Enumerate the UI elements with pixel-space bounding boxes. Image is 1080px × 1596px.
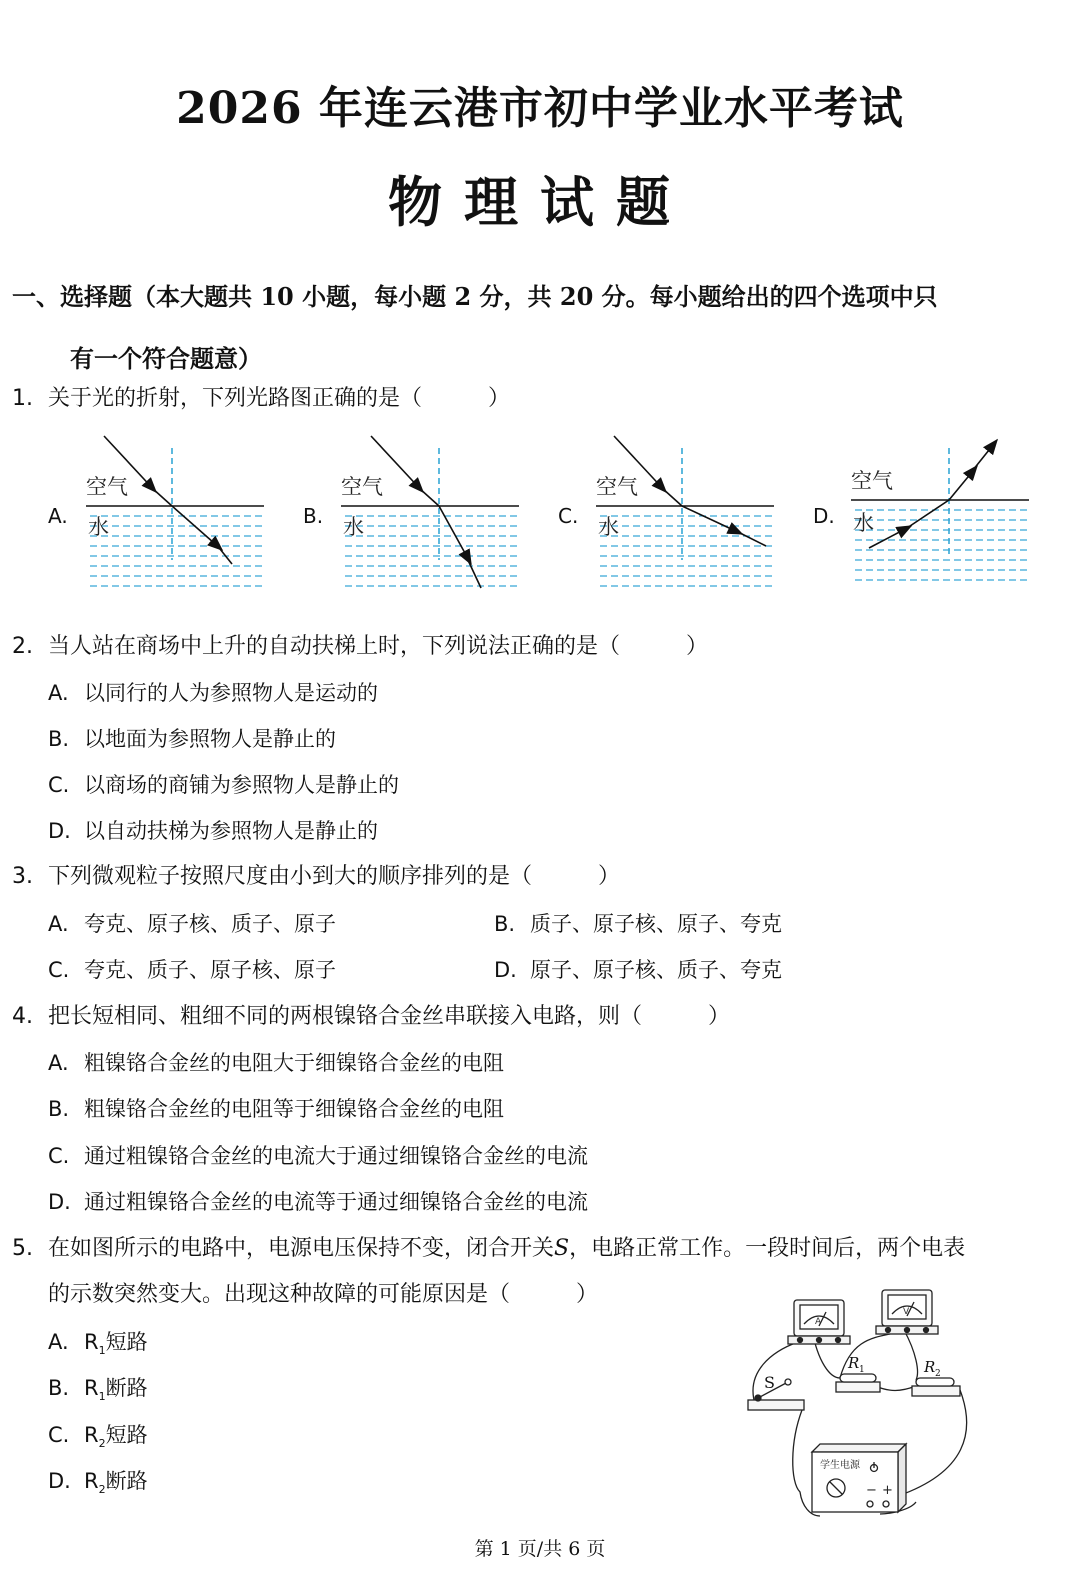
option-4d[interactable]	[48, 1187, 588, 1217]
option-letter: C.	[48, 1144, 70, 1168]
fig-c-letter: C.	[558, 504, 579, 528]
option-text: 粗镍铬合金丝的电阻大于细镍铬合金丝的电阻	[84, 1051, 504, 1075]
option-letter: B.	[48, 727, 70, 751]
option-3c[interactable]	[48, 955, 336, 985]
option-3b[interactable]	[494, 909, 782, 939]
option-letter: D.	[48, 819, 71, 843]
question-4	[12, 1002, 730, 1032]
question-3	[12, 862, 620, 892]
question-text-b: ，电路正常工作。一段时间后，两个电表	[569, 1236, 966, 1261]
option-3a[interactable]	[48, 909, 336, 939]
option-letter: A.	[48, 1051, 69, 1075]
option-text: 质子、原子核、原子、夸克	[530, 912, 782, 936]
option-letter: A.	[48, 912, 69, 936]
fig-d-letter: D.	[813, 504, 835, 528]
option-2b[interactable]	[48, 724, 336, 754]
question-5-line2: 的示数突然变大。出现这种故障的可能原因是（ ）	[48, 1282, 599, 1307]
diagram-d	[851, 430, 1031, 596]
option-resistor-sub: 2	[98, 1483, 106, 1497]
question-number: 2.	[12, 634, 33, 659]
question-number: 4.	[12, 1004, 33, 1029]
option-letter: C.	[48, 1423, 70, 1447]
section-heading-line2: 有一个符合题意）	[70, 344, 262, 373]
option-text: 以同行的人为参照物人是运动的	[84, 681, 378, 705]
option-letter: B.	[48, 1376, 70, 1400]
option-3d[interactable]	[494, 955, 782, 985]
circuit-diagram	[740, 1282, 980, 1528]
option-text: 通过粗镍铬合金丝的电流等于通过细镍铬合金丝的电流	[84, 1190, 588, 1214]
question-number: 3.	[12, 864, 33, 889]
r2-label: R	[924, 1358, 936, 1376]
label-air: 空气	[851, 469, 893, 493]
option-letter: D.	[494, 958, 517, 982]
option-text: 通过粗镍铬合金丝的电流大于通过细镍铬合金丝的电流	[84, 1144, 588, 1168]
option-letter: B.	[494, 912, 516, 936]
option-resistor: R	[84, 1376, 99, 1400]
option-5b[interactable]	[48, 1373, 148, 1412]
question-number: 1.	[12, 386, 33, 411]
option-4c[interactable]	[48, 1141, 588, 1171]
option-text: 短路	[105, 1330, 148, 1354]
label-air: 空气	[596, 475, 638, 499]
option-letter: D.	[48, 1190, 71, 1214]
option-text: 断路	[105, 1376, 148, 1400]
label-water: 水	[853, 511, 874, 535]
option-5c[interactable]	[48, 1420, 148, 1459]
option-letter: B.	[48, 1097, 70, 1121]
r1-label: R	[848, 1354, 860, 1372]
minus-sign: −	[866, 1483, 877, 1498]
question-1	[12, 384, 510, 414]
option-2c[interactable]	[48, 770, 399, 800]
option-text: 以地面为参照物人是静止的	[84, 727, 336, 751]
option-2d[interactable]	[48, 816, 378, 846]
fig-a-letter: A.	[48, 504, 68, 528]
label-water: 水	[598, 515, 619, 539]
diagram-c	[596, 430, 776, 596]
label-water: 水	[88, 515, 109, 539]
label-water: 水	[343, 515, 364, 539]
option-text: 粗镍铬合金丝的电阻等于细镍铬合金丝的电阻	[84, 1097, 504, 1121]
question-5	[12, 1234, 965, 1264]
switch-label: S	[764, 1373, 775, 1392]
ammeter-letter: A	[815, 1317, 822, 1327]
option-5d[interactable]	[48, 1466, 148, 1505]
option-4a[interactable]	[48, 1048, 504, 1078]
question-2	[12, 632, 708, 662]
option-resistor: R	[84, 1423, 99, 1447]
option-text: 夸克、原子核、质子、原子	[84, 912, 336, 936]
switch-symbol: S	[554, 1236, 570, 1261]
option-letter: D.	[48, 1469, 71, 1493]
option-text: 断路	[105, 1469, 148, 1493]
option-resistor: R	[84, 1469, 99, 1493]
question-text-a: 在如图所示的电路中，电源电压保持不变，闭合开关	[48, 1236, 555, 1261]
option-letter: C.	[48, 958, 70, 982]
exam-title: 2026 年连云港市初中学业水平考试	[176, 83, 904, 134]
option-4b[interactable]	[48, 1094, 504, 1124]
fig-b-letter: B.	[303, 504, 324, 528]
option-letter: C.	[48, 773, 70, 797]
option-text: 以商场的商铺为参照物人是静止的	[84, 773, 399, 797]
power-supply-label: 学生电源	[820, 1460, 860, 1471]
option-letter: A.	[48, 1330, 69, 1354]
diagram-a	[86, 430, 266, 596]
option-resistor-sub: 1	[98, 1344, 106, 1358]
option-text: 原子、原子核、质子、夸克	[530, 958, 782, 982]
question-text: 关于光的折射，下列光路图正确的是（ ）	[48, 386, 511, 411]
page-number: 第 1 页/共 6 页	[474, 1538, 606, 1560]
section-heading-line1: 一、选择题（本大题共 10 小题，每小题 2 分，共 20 分。每小题给出的四个选项中只	[12, 282, 938, 311]
voltmeter-letter: V	[903, 1307, 910, 1317]
option-text: 夸克、质子、原子核、原子	[84, 958, 336, 982]
r1-sub: 1	[859, 1365, 865, 1375]
option-resistor-sub: 2	[98, 1437, 106, 1451]
option-2a[interactable]	[48, 678, 378, 708]
q1-figures	[0, 430, 1080, 600]
option-text: 以自动扶梯为参照物人是静止的	[84, 819, 378, 843]
subject-title: 物理试题	[388, 170, 692, 234]
option-5a[interactable]	[48, 1327, 148, 1366]
r2-sub: 2	[935, 1369, 941, 1379]
question-text: 当人站在商场中上升的自动扶梯上时，下列说法正确的是（ ）	[48, 634, 709, 659]
label-air: 空气	[341, 475, 383, 499]
question-number: 5.	[12, 1236, 33, 1261]
plus-sign: +	[882, 1483, 893, 1498]
label-air: 空气	[86, 475, 128, 499]
option-resistor-sub: 1	[98, 1390, 106, 1404]
option-letter: A.	[48, 681, 69, 705]
option-resistor: R	[84, 1330, 99, 1354]
diagram-b	[341, 430, 521, 596]
section-heading	[12, 266, 1072, 390]
question-text: 把长短相同、粗细不同的两根镍铬合金丝串联接入电路，则（ ）	[48, 1004, 731, 1029]
option-text: 短路	[105, 1423, 148, 1447]
question-text: 下列微观粒子按照尺度由小到大的顺序排列的是（ ）	[48, 864, 621, 889]
